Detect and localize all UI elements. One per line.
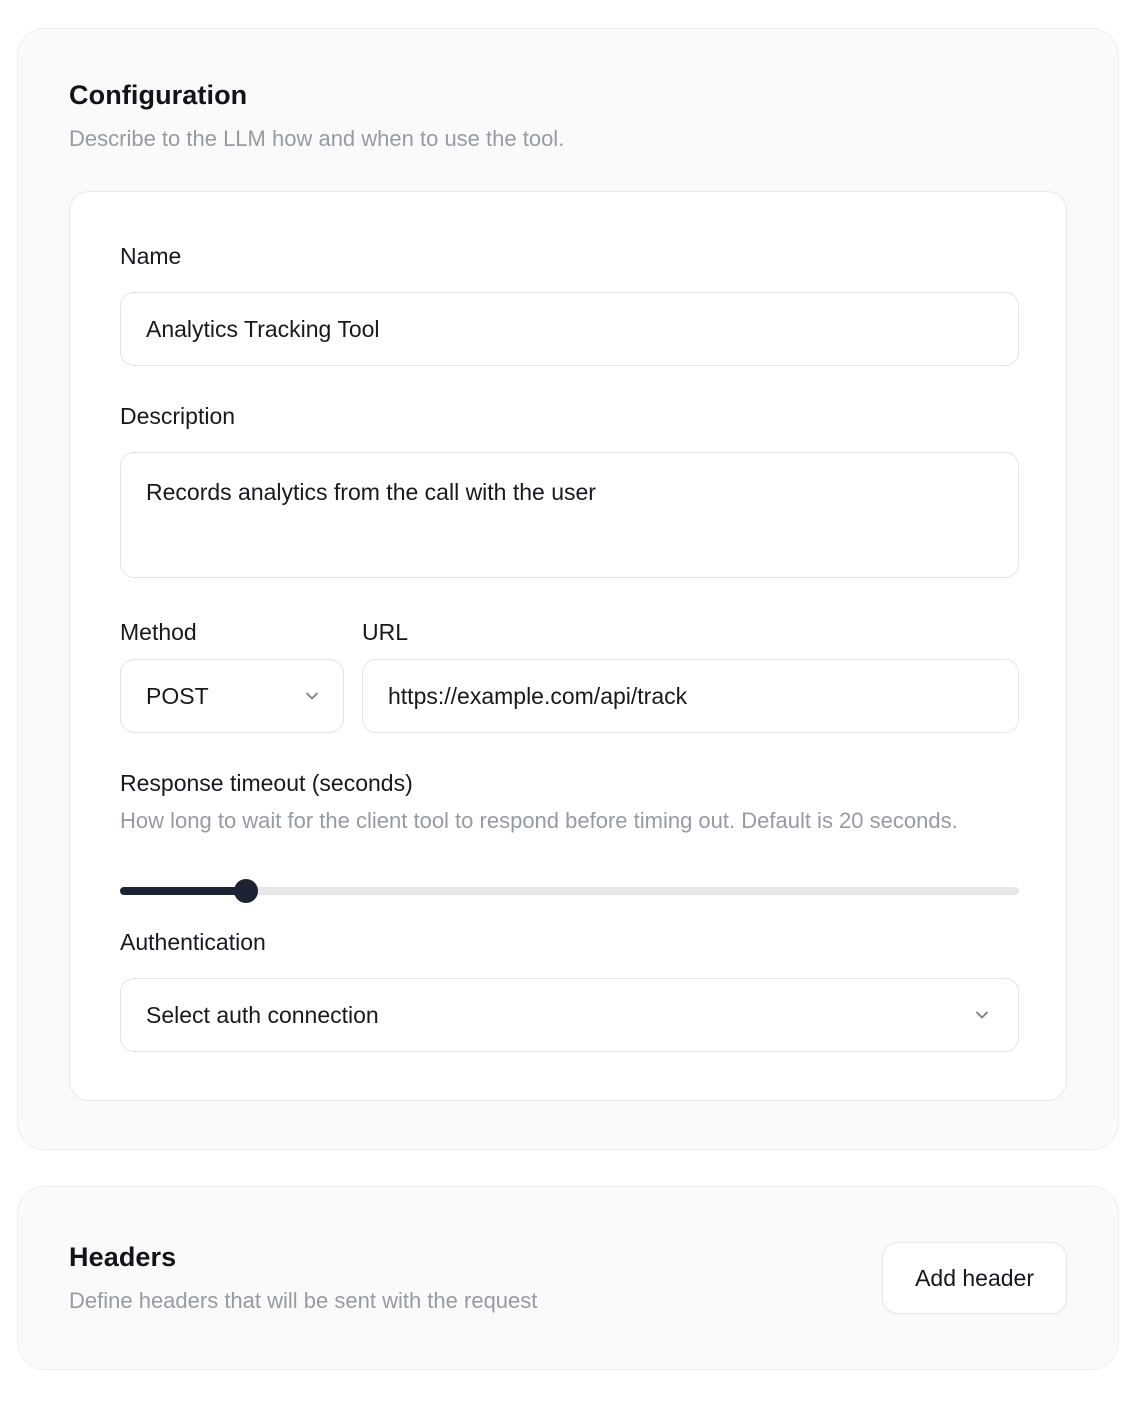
- slider-thumb[interactable]: [234, 879, 258, 903]
- auth-connection-select[interactable]: [120, 978, 1019, 1052]
- slider-fill: [120, 887, 246, 895]
- headers-card: [17, 1186, 1119, 1370]
- configuration-subtitle: Describe to the LLM how and when to use the tool.: [69, 126, 565, 151]
- timeout-label: Response timeout (seconds): [120, 770, 413, 796]
- authentication-label: Authentication: [120, 929, 266, 955]
- url-field: [362, 618, 1019, 733]
- headers-subtitle: Define headers that will be sent with the request: [69, 1288, 538, 1313]
- headers-title: Headers: [69, 1242, 177, 1272]
- configuration-title: Configuration: [69, 80, 248, 110]
- name-input[interactable]: [120, 292, 1019, 366]
- slider-track[interactable]: [120, 887, 1019, 895]
- add-header-button[interactable]: Add header: [882, 1242, 1067, 1314]
- configuration-card: [17, 28, 1119, 1150]
- name-label: Name: [120, 243, 182, 269]
- timeout-help-text: How long to wait for the client tool to respond before timing out. Default is 20 seconds.: [120, 808, 958, 833]
- description-input[interactable]: [120, 452, 1019, 578]
- method-label: Method: [120, 619, 197, 645]
- url-label: URL: [362, 619, 409, 645]
- configuration-panel: [69, 191, 1067, 1101]
- timeout-slider[interactable]: [120, 879, 1019, 903]
- headers-text-group: [69, 1240, 537, 1316]
- description-label: Description: [120, 403, 236, 429]
- url-input[interactable]: [362, 659, 1019, 733]
- method-selected-value: POST: [146, 682, 209, 709]
- method-select[interactable]: [120, 659, 344, 733]
- method-field: [120, 618, 344, 733]
- auth-select-placeholder: Select auth connection: [146, 1001, 379, 1028]
- chevron-down-icon: [301, 685, 323, 707]
- chevron-down-icon: [971, 1004, 993, 1026]
- method-url-row: [120, 618, 1019, 733]
